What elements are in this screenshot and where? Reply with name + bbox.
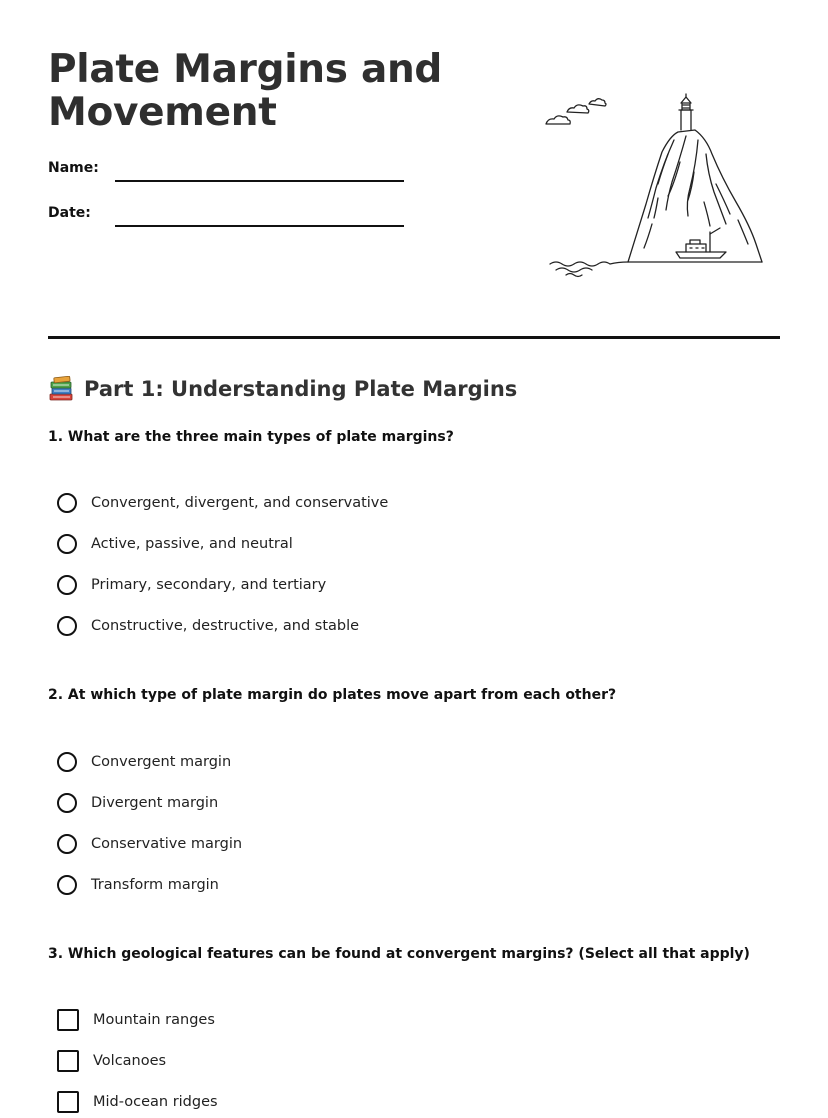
radio-button[interactable] bbox=[57, 834, 77, 854]
date-input-line[interactable] bbox=[115, 225, 404, 227]
q2-option-4[interactable] bbox=[57, 872, 219, 898]
date-field bbox=[48, 203, 408, 233]
lighthouse-island-icon bbox=[540, 92, 770, 282]
question-1: 1. What are the three main types of plate margins? bbox=[48, 429, 454, 445]
radio-button[interactable] bbox=[57, 616, 77, 636]
books-icon bbox=[48, 376, 74, 402]
checkbox[interactable] bbox=[57, 1009, 79, 1031]
q2-option-2[interactable] bbox=[57, 790, 218, 816]
q3-option-1[interactable] bbox=[57, 1007, 215, 1033]
checkbox[interactable] bbox=[57, 1091, 79, 1113]
option-label: Divergent margin bbox=[91, 795, 219, 811]
q2-option-3[interactable] bbox=[57, 831, 242, 857]
q1-option-1[interactable] bbox=[57, 490, 388, 516]
name-input-line[interactable] bbox=[115, 180, 404, 182]
checkbox[interactable] bbox=[57, 1050, 79, 1072]
option-label: Primary, secondary, and tertiary bbox=[91, 577, 327, 593]
radio-button[interactable] bbox=[57, 793, 77, 813]
radio-button[interactable] bbox=[57, 752, 77, 772]
date-label: Date: bbox=[48, 205, 91, 221]
q1-option-4[interactable] bbox=[57, 613, 359, 639]
q3-option-2[interactable] bbox=[57, 1048, 166, 1074]
q1-option-2[interactable] bbox=[57, 531, 293, 557]
section-title: Part 1: Understanding Plate Margins bbox=[84, 377, 518, 401]
option-label: Convergent margin bbox=[91, 754, 232, 770]
option-label: Transform margin bbox=[91, 877, 219, 893]
radio-button[interactable] bbox=[57, 493, 77, 513]
radio-button[interactable] bbox=[57, 875, 77, 895]
section-divider bbox=[48, 336, 780, 339]
section-heading bbox=[48, 373, 517, 405]
q1-option-3[interactable] bbox=[57, 572, 326, 598]
option-label: Mountain ranges bbox=[93, 1012, 215, 1028]
name-field bbox=[48, 158, 408, 188]
question-2: 2. At which type of plate margin do plates move apart from each other? bbox=[48, 687, 617, 703]
option-label: Conservative margin bbox=[91, 836, 243, 852]
worksheet-title: Plate Margins and Movement bbox=[48, 47, 443, 135]
q3-option-3[interactable] bbox=[57, 1089, 218, 1115]
option-label: Active, passive, and neutral bbox=[91, 536, 293, 552]
name-label: Name: bbox=[48, 160, 99, 176]
option-label: Volcanoes bbox=[93, 1053, 167, 1069]
option-label: Constructive, destructive, and stable bbox=[91, 618, 360, 634]
q2-option-1[interactable] bbox=[57, 749, 231, 775]
radio-button[interactable] bbox=[57, 575, 77, 595]
radio-button[interactable] bbox=[57, 534, 77, 554]
option-label: Mid-ocean ridges bbox=[93, 1094, 218, 1110]
option-label: Convergent, divergent, and conservative bbox=[91, 495, 389, 511]
question-3: 3. Which geological features can be found at convergent margins? (Select all that apply) bbox=[48, 946, 750, 962]
